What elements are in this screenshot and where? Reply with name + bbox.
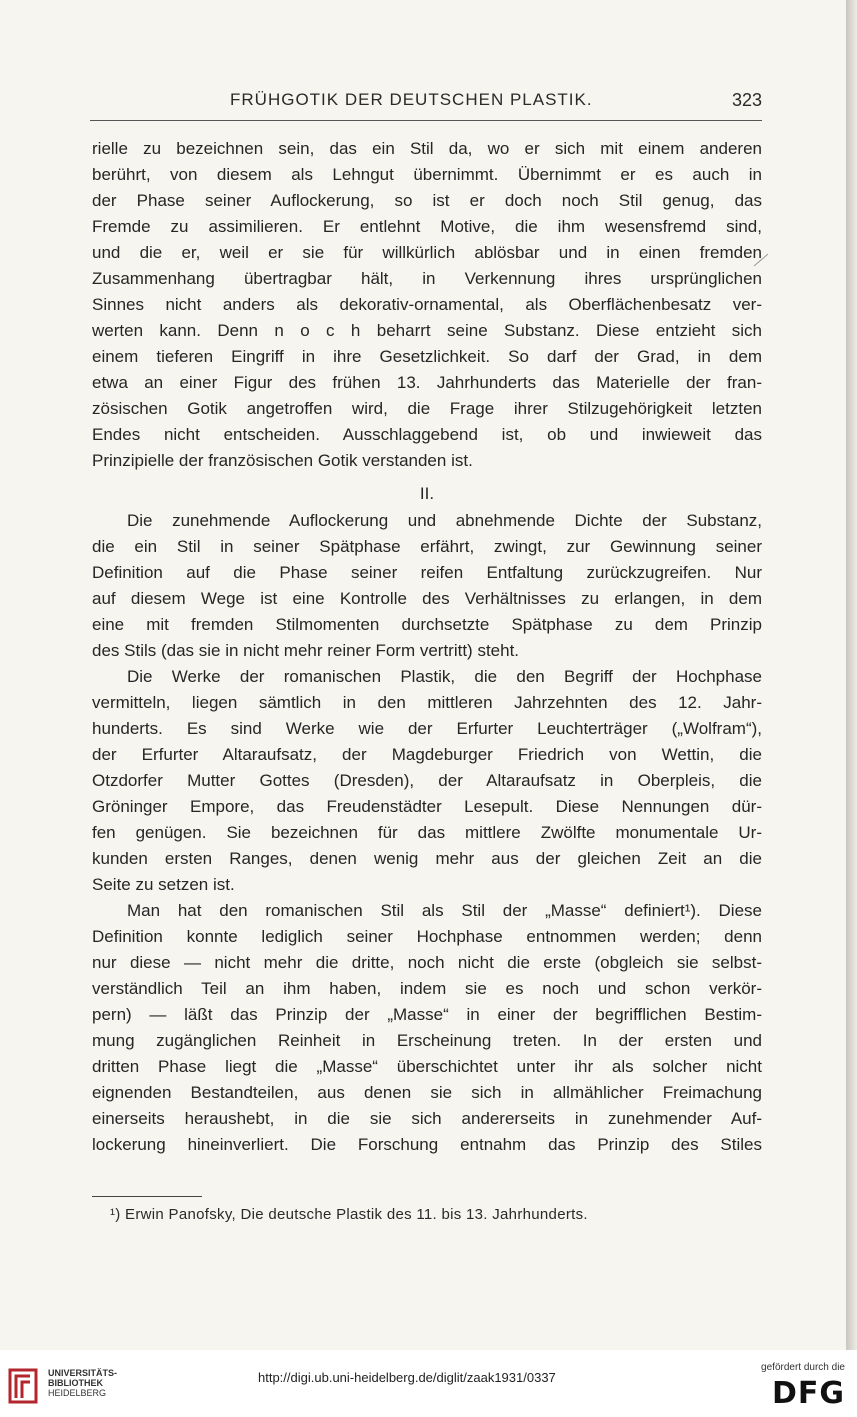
funding-caption: gefördert durch die: [761, 1362, 845, 1373]
text-line: Definition auf die Phase seiner reifen Entfaltung zurückzugreifen. Nur: [92, 563, 762, 582]
text-line: Sinnes nicht anders als dekorativ-ornamental, als Oberflächenbesatz ver-: [92, 295, 762, 314]
text-line: Otzdorfer Mutter Gottes (Dresden), der Altaraufsatz in Oberpleis, die: [92, 771, 762, 790]
viewer-footer: [0, 1350, 857, 1417]
footnote-rule: [92, 1196, 202, 1197]
text-line: der Phase seiner Auflockerung, so ist er doch noch Stil genug, das: [92, 191, 762, 210]
paragraph-1: [92, 136, 762, 474]
text-line: werten kann. Denn n o c h beharrt seine Substanz. Diese entzieht sich: [92, 321, 762, 340]
text-line: Die Werke der romanischen Plastik, die den Begriff der Hochphase: [127, 667, 762, 686]
text-line: dritten Phase liegt die „Masse“ überschichtet unter ihr als solcher nicht: [92, 1057, 762, 1076]
text-line: Die zunehmende Auflockerung und abnehmende Dichte der Substanz,: [127, 511, 762, 530]
text-line: auf diesem Wege ist eine Kontrolle des Verhältnisses zu erlangen, in dem: [92, 589, 762, 608]
text-line: der Erfurter Altaraufsatz, der Magdeburger Friedrich von Wettin, die: [92, 745, 762, 764]
text-line: und die er, weil er sie für willkürlich ablösbar und in einen fremden: [92, 243, 762, 262]
paragraph-4: [92, 898, 762, 1158]
running-title: FRÜHGOTIK DER DEUTSCHEN PLASTIK.: [230, 90, 593, 109]
text-line: fen genügen. Sie bezeichnen für das mittlere Zwölfte monumentale Ur-: [92, 823, 762, 842]
text-line: Seite zu setzen ist.: [92, 875, 235, 894]
dfg-logo[interactable]: DFG: [771, 1376, 845, 1411]
text-line: Gröninger Empore, das Freudenstädter Lesepult. Diese Nennungen dür-: [92, 797, 762, 816]
header-rule: [90, 120, 762, 121]
text-line: nur diese — nicht mehr die dritte, noch nicht die erste (obgleich sie selbst-: [92, 953, 762, 972]
text-line: Prinzipielle der französischen Gotik verstanden ist.: [92, 451, 473, 470]
text-line: etwa an einer Figur des frühen 13. Jahrhunderts das Materielle der fran-: [92, 373, 762, 392]
text-line: eine mit fremden Stilmomenten durchsetzte Spätphase zu dem Prinzip: [92, 615, 762, 634]
page-number: 323: [731, 90, 762, 110]
text-line: rielle zu bezeichnen sein, das ein Stil da, wo er sich mit einem anderen: [92, 139, 762, 158]
footnote: ¹) Erwin Panofsky, Die deutsche Plastik des 11. bis 13. Jahrhunderts.: [110, 1206, 588, 1223]
text-line: einerseits heraushebt, in die sie sich andererseits in zunehmender Auf-: [92, 1109, 762, 1128]
text-line: Endes nicht entscheiden. Ausschlaggebend ist, ob und inwieweit das: [92, 425, 762, 444]
permalink-url[interactable]: http://digi.ub.uni-heidelberg.de/diglit/zaak1931/0337: [258, 1370, 556, 1385]
text-line: verständlich Teil an ihm haben, indem sie es noch und schon verkör-: [92, 979, 762, 998]
text-line: Man hat den romanischen Stil als Stil der „Masse“ definiert¹). Diese: [127, 901, 762, 920]
text-line: einem tieferen Eingriff in ihre Gesetzlichkeit. So darf der Grad, in dem: [92, 347, 762, 366]
text-line: lockerung hineinverliert. Die Forschung entnahm das Prinzip des Stiles: [92, 1135, 762, 1154]
page-edge: [846, 0, 857, 1350]
text-line: eignenden Bestandteilen, aus denen sie sich in allmählicher Freimachung: [92, 1083, 762, 1102]
text-line: zösischen Gotik angetroffen wird, die Frage ihrer Stilzugehörigkeit letzten: [92, 399, 762, 418]
text-line: Definition konnte lediglich seiner Hochphase entnommen werden; denn: [92, 927, 762, 946]
text-line: kunden ersten Ranges, denen wenig mehr aus der gleichen Zeit an die: [92, 849, 762, 868]
section-heading: II.: [419, 484, 435, 503]
paragraph-3: [92, 664, 762, 898]
text-line: pern) — läßt das Prinzip der „Masse“ in einer der begrifflichen Bestim-: [92, 1005, 762, 1024]
library-line-1: UNIVERSITÄTS-: [48, 1368, 118, 1378]
library-line-3: HEIDELBERG: [48, 1388, 107, 1398]
text-line: berührt, von diesem als Lehngut übernimmt. Übernimmt er es auch in: [92, 165, 762, 184]
university-library-logo-icon[interactable]: [8, 1364, 38, 1406]
body-text: [92, 136, 762, 1158]
paragraph-2: [92, 508, 762, 664]
text-line: mung zugänglichen Reinheit in Erscheinung treten. In der ersten und: [92, 1031, 762, 1050]
running-head: [90, 88, 762, 118]
text-line: Zusammenhang übertragbar hält, in Verkennung ihres ursprünglichen: [92, 269, 762, 288]
library-name[interactable]: [48, 1368, 117, 1398]
text-line: des Stils (das sie in nicht mehr reiner Form vertritt) steht.: [92, 641, 520, 660]
text-line: Fremde zu assimilieren. Er entlehnt Motive, die ihm wesensfremd sind,: [92, 217, 762, 236]
text-line: vermitteln, liegen sämtlich in den mittleren Jahrzehnten des 12. Jahr-: [92, 693, 762, 712]
text-line: hunderts. Es sind Werke wie der Erfurter Leuchterträger („Wolfram“),: [92, 719, 762, 738]
library-line-2: BIBLIOTHEK: [48, 1378, 103, 1388]
text-line: die ein Stil in seiner Spätphase erfährt, zwingt, zur Gewinnung seiner: [92, 537, 762, 556]
pencil-mark-icon: [752, 250, 772, 270]
